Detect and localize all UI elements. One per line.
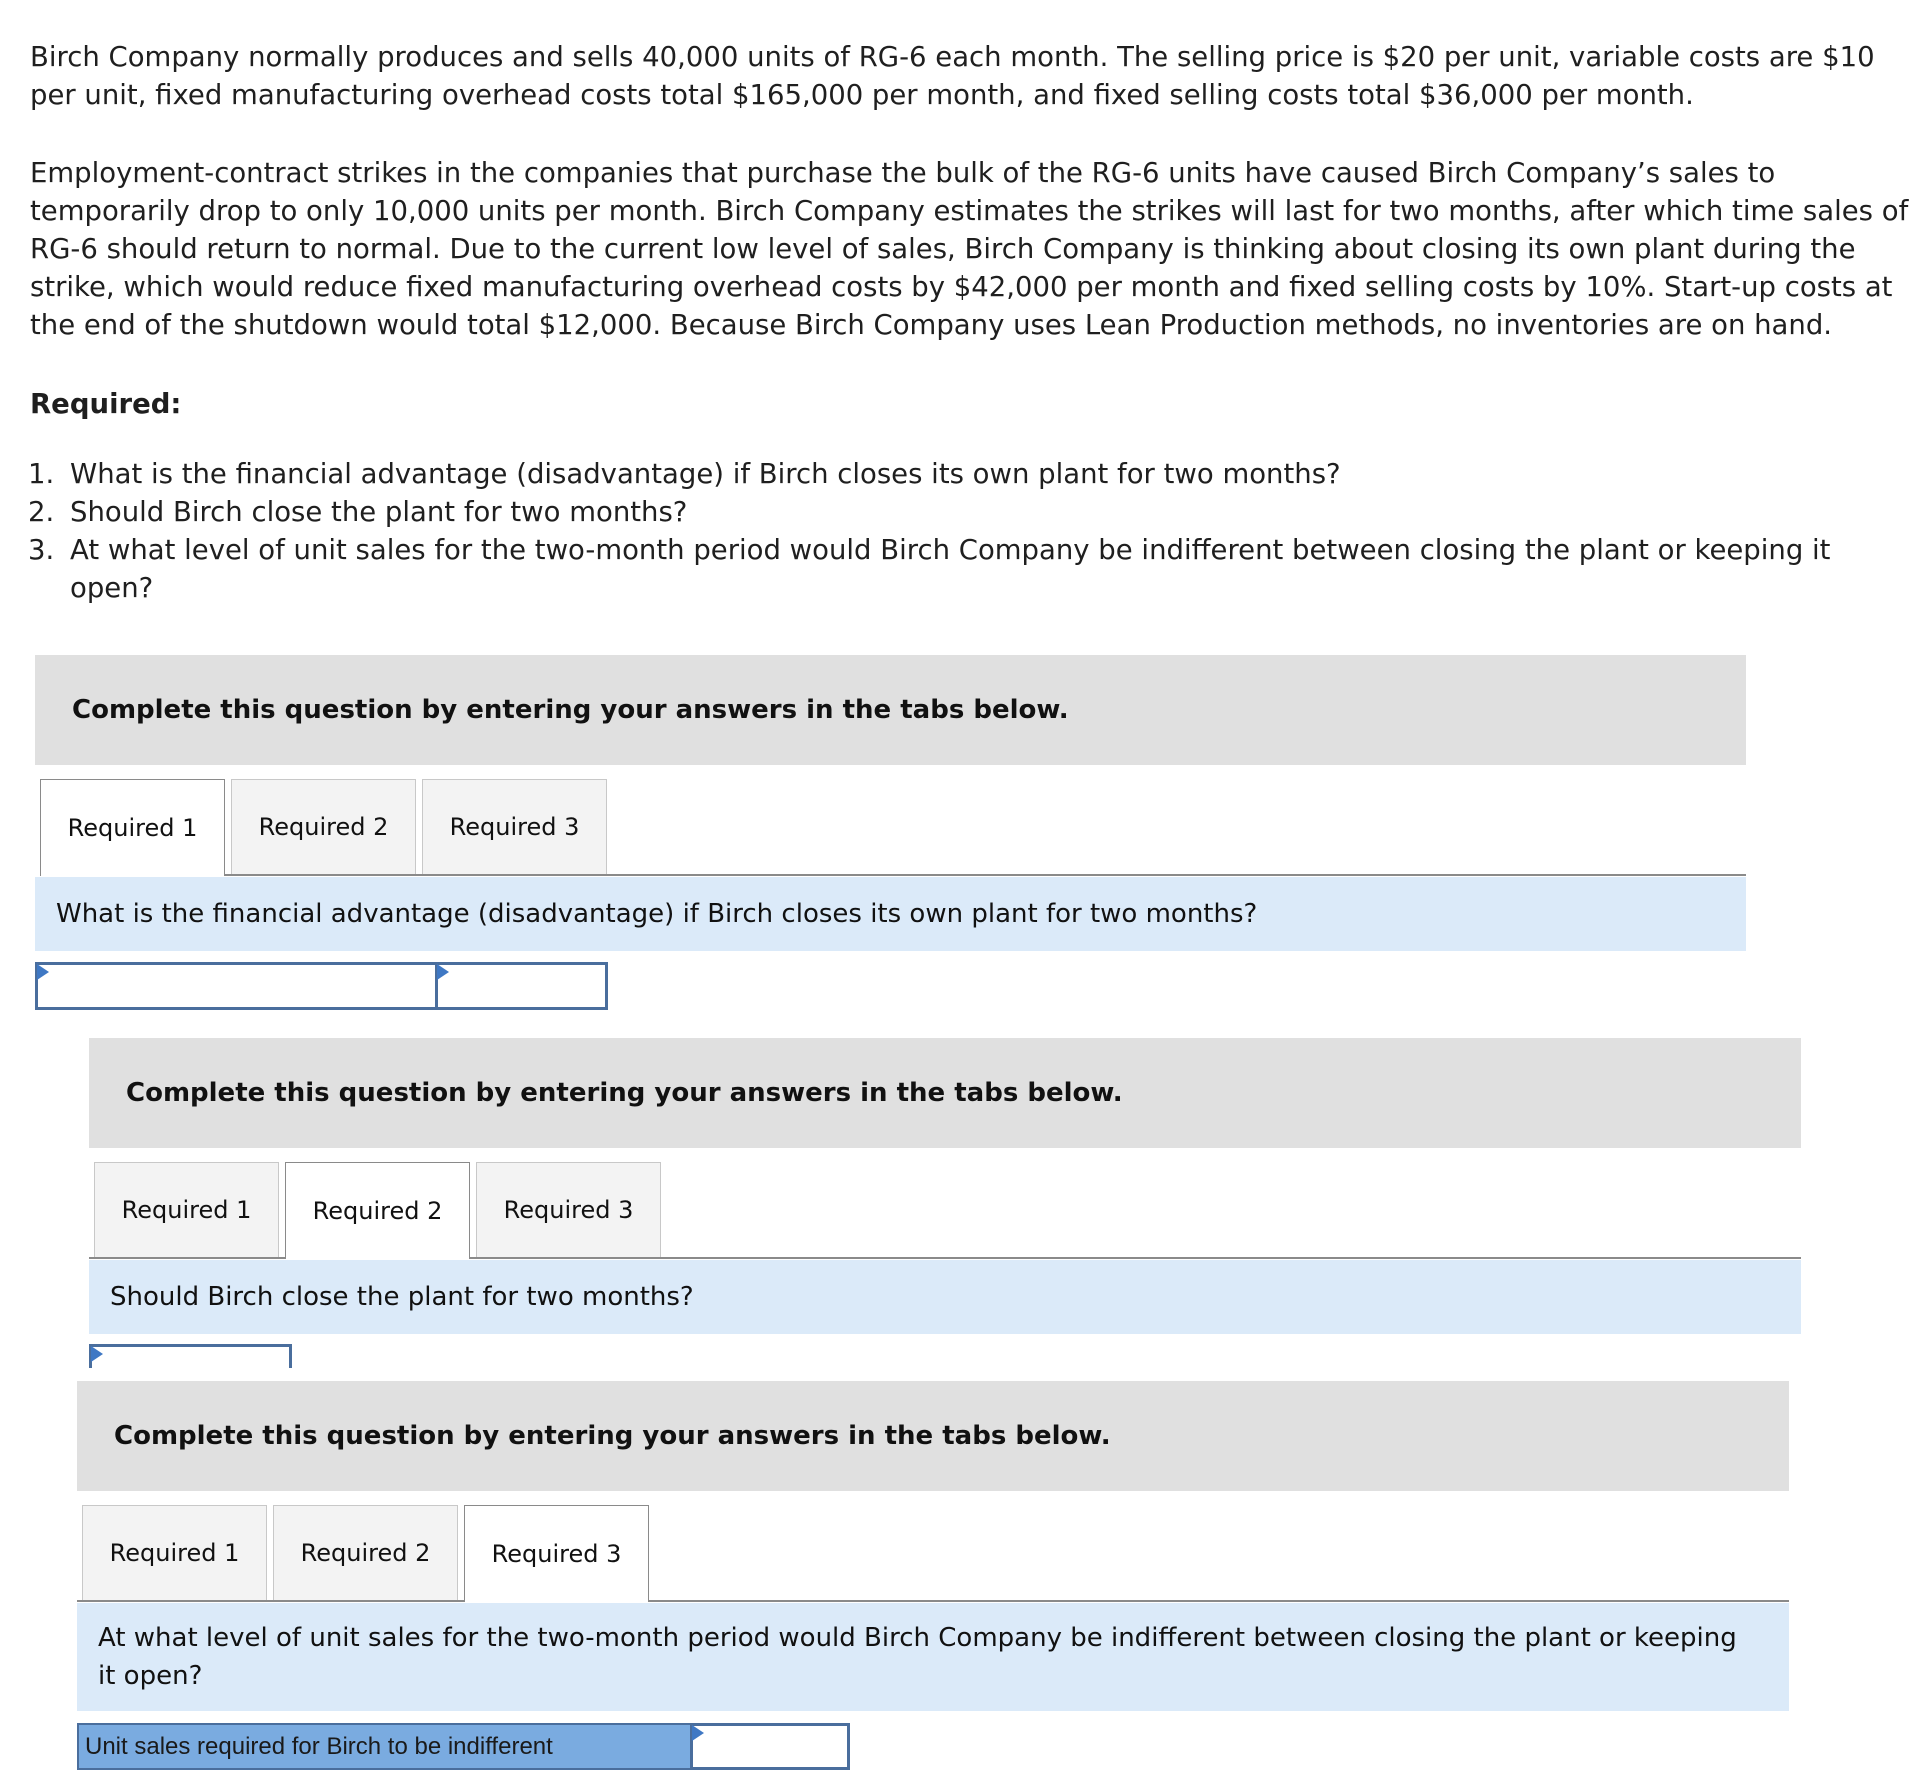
required-question-list [28,455,1898,607]
question-prompt: At what level of unit sales for the two-month period would Birch Company be indifferent between closing the plant or keeping it open? [77,1603,1789,1711]
required-question-item [28,531,1898,607]
question-number: 3. [28,534,55,566]
instructions-banner: Complete this question by entering your answers in the tabs below. [89,1038,1801,1148]
question-text: Should Birch close the plant for two months? [70,496,688,528]
tab-underline [89,1257,285,1259]
instructions-banner: Complete this question by entering your answers in the tabs below. [77,1381,1789,1491]
tab-bar [94,1162,1801,1258]
question-number: 1. [28,458,55,490]
tab-bar [40,779,1746,875]
dropdown-flag-icon [437,964,449,980]
tab-underline [77,1600,464,1602]
tab-required-1[interactable]: Required 1 [82,1505,267,1601]
tab-required-2[interactable]: Required 2 [231,779,416,875]
question-prompt: Should Birch close the plant for two months? [89,1260,1801,1334]
required-question-item [28,455,1898,493]
unit-sales-input[interactable] [690,1723,850,1770]
dropdown-flag-icon [692,1725,704,1741]
question-text: What is the financial advantage (disadvantage) if Birch closes its own plant for two months? [70,458,1341,490]
tab-required-3[interactable]: Required 3 [422,779,607,875]
tab-underline [225,874,1746,876]
answer-amount-input[interactable] [435,962,608,1010]
dropdown-flag-icon [91,1346,103,1362]
tab-required-2[interactable]: Required 2 [285,1162,470,1259]
problem-paragraph-2: Employment-contract strikes in the companies that purchase the bulk of the RG-6 units have caused Birch Company’s sales to temporarily drop to only 10,000 units per month. Birch Company estimates the strikes will last for two months, after which time sales of RG-6 should return to normal. Due to the current low level of sales, Birch Company is thinking about closing its own plant during the strike, which would reduce fixed manufacturing overhead costs by $42,000 per month and fixed selling costs by 10%. Start-up costs at the end of the shutdown would total $12,000. Because Birch Company uses Lean Production methods, no inventories are on hand. [30,157,1909,341]
tab-bar [82,1505,1789,1601]
answer-label-input[interactable] [35,962,439,1010]
instructions-banner: Complete this question by entering your answers in the tabs below. [35,655,1746,765]
dropdown-flag-icon [37,964,49,980]
tab-required-3[interactable]: Required 3 [476,1162,661,1258]
tab-required-3[interactable]: Required 3 [464,1505,649,1602]
required-question-item [28,493,1898,531]
tab-required-2[interactable]: Required 2 [273,1505,458,1601]
question-prompt: What is the financial advantage (disadvantage) if Birch closes its own plant for two months? [35,877,1746,951]
tab-underline [470,1257,1801,1259]
tab-required-1[interactable]: Required 1 [94,1162,279,1258]
problem-paragraph-1: Birch Company normally produces and sells 40,000 units of RG-6 each month. The selling price is $20 per unit, variable costs are $10 per unit, fixed manufacturing overhead costs total $165,000 per month, and fixed selling costs total $36,000 per month. [30,41,1875,111]
question-text: At what level of unit sales for the two-month period would Birch Company be indifferent between closing the plant or keeping it open? [70,534,1831,604]
tab-underline [649,1600,1789,1602]
close-plant-select[interactable] [89,1344,292,1368]
unit-sales-label: Unit sales required for Birch to be indifferent [77,1723,693,1770]
question-number: 2. [28,496,55,528]
required-heading: Required: [30,388,182,420]
tab-required-1[interactable]: Required 1 [40,779,225,876]
